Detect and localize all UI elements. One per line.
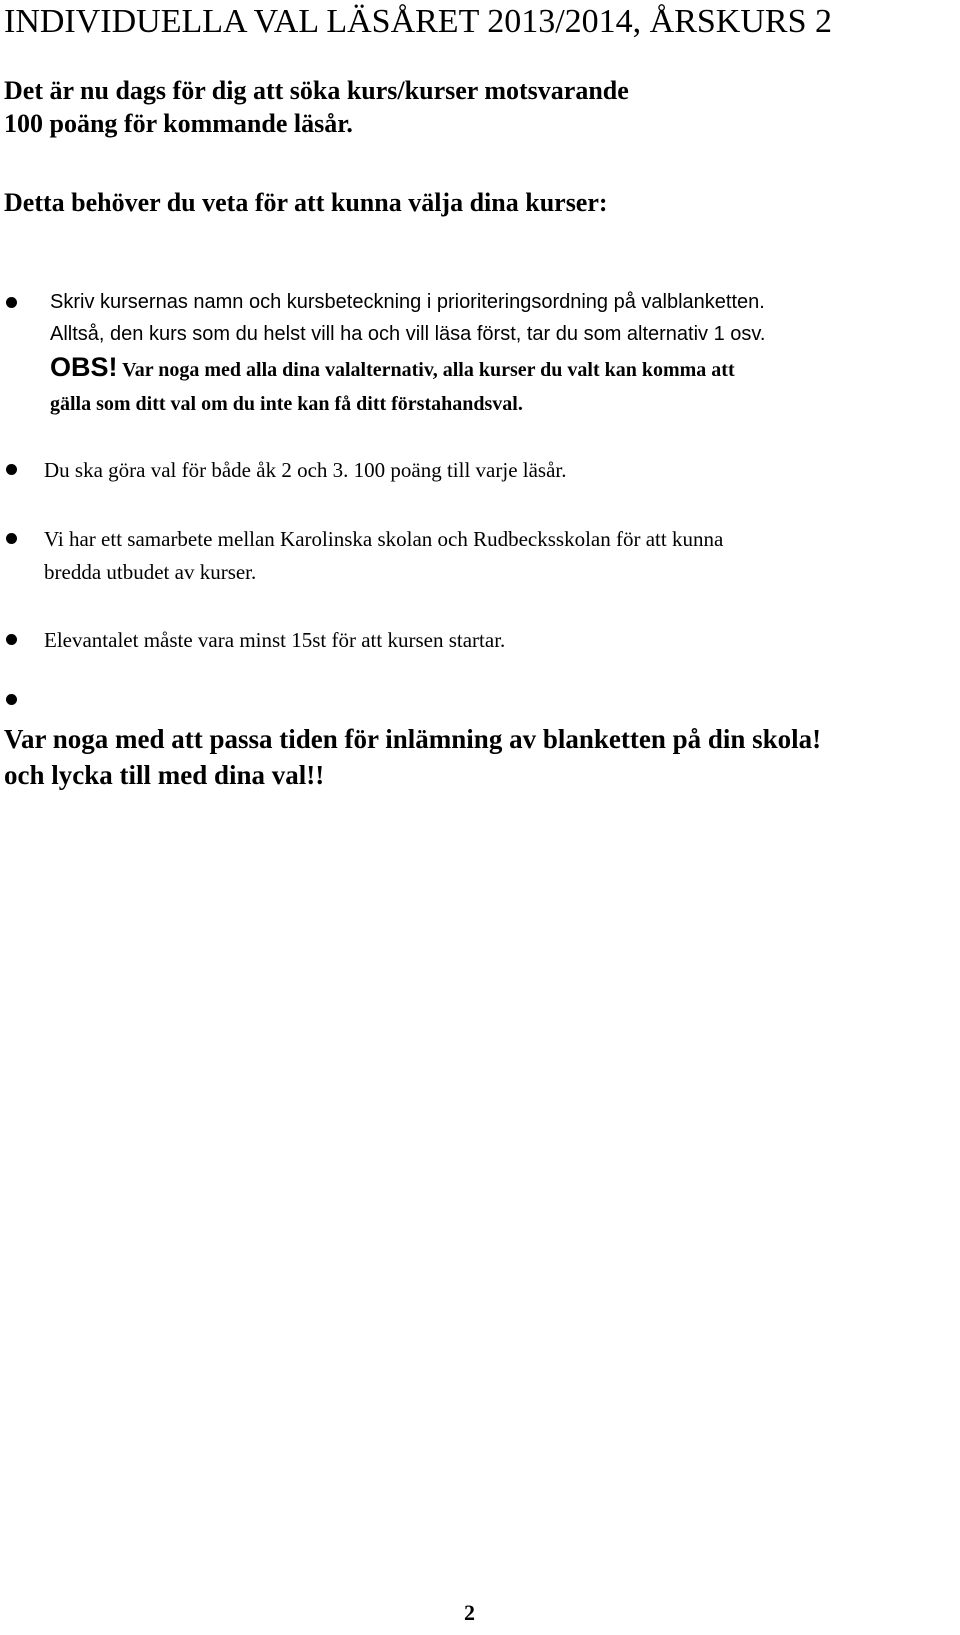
list-item-prioritization [50, 286, 766, 421]
list-item-line: Du ska göra val för både åk 2 och 3. 100 poäng till varje läsår. [44, 458, 567, 482]
page-title: INDIVIDUELLA VAL LÄSÅRET 2013/2014, ÅRSKURS 2 [4, 3, 833, 40]
list-item-line: gälla som ditt val om du inte kan få ditt förstahandsval. [50, 393, 523, 415]
obs-warning [50, 350, 766, 387]
intro-line-2: 100 poäng för kommande läsår. [4, 109, 353, 138]
list-item-collaboration [44, 523, 723, 589]
bullet-icon [6, 533, 17, 544]
list-item-line: Skriv kursernas namn och kursbeteckning i prioriteringsordning på valblanketten. [50, 291, 765, 313]
closing-line-2: och lycka till med dina val!! [4, 760, 325, 790]
intro-line-1: Det är nu dags för dig att söka kurs/kurser motsvarande [4, 76, 629, 105]
obs-text: Var noga med alla dina valalternativ, alla kurser du valt kan komma att [117, 359, 735, 381]
list-item-line: bredda utbudet av kurser. [44, 560, 257, 584]
page-number: 2 [464, 1600, 475, 1625]
closing-reminder [4, 721, 821, 793]
bullet-icon [6, 634, 17, 645]
bullet-icon [6, 694, 17, 705]
bullet-icon [6, 297, 17, 308]
intro-paragraph [4, 74, 629, 140]
closing-line-1: Var noga med att passa tiden för inlämning av blanketten på din skola! [4, 724, 822, 754]
list-item-line: Alltså, den kurs som du helst vill ha och vill läsa först, tar du som alternativ 1 osv. [50, 323, 766, 345]
list-item-both-years [44, 454, 567, 487]
obs-label: OBS! [50, 352, 118, 382]
list-item-minimum-students [44, 624, 505, 657]
bullet-icon [6, 464, 17, 475]
list-item-line: Elevantalet måste vara minst 15st för att kursen startar. [44, 628, 506, 652]
list-item-line: Vi har ett samarbete mellan Karolinska skolan och Rudbecksskolan för att kunna [44, 527, 724, 551]
section-heading: Detta behöver du veta för att kunna välja dina kurser: [4, 188, 608, 217]
